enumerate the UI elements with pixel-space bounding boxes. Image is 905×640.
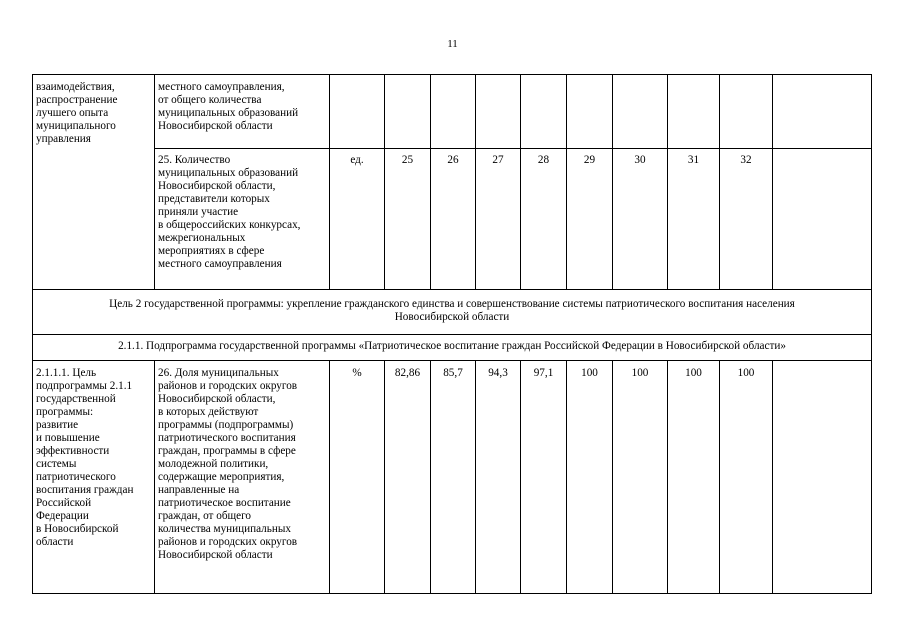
- row-divider: [32, 334, 872, 335]
- row-divider: [32, 289, 872, 290]
- col-divider: [430, 74, 431, 289]
- table-border-right: [871, 74, 872, 594]
- subprogram-goal-cell: 2.1.1.1. Цель подпрограммы 2.1.1 государственной программы: развитие и повышение эффективности системы патриотического воспитания граждан Российской Федерации в Новосибирской области: [36, 367, 134, 548]
- indicator-25-unit: ед.: [350, 154, 364, 166]
- indicator-25-value: 25: [401, 154, 414, 166]
- row-divider: [154, 148, 872, 149]
- col-divider: [612, 360, 613, 594]
- indicator-25-value: 32: [740, 154, 752, 166]
- indicator-cell-continued: местного самоуправления, от общего количества муниципальных образований Новосибирской области: [158, 81, 299, 132]
- table-border-bottom: [32, 593, 872, 594]
- goal-cell-continued: взаимодействия, распространение лучшего опыта муниципального управления: [36, 81, 118, 145]
- indicator-26-value: 97,1: [533, 367, 554, 379]
- subprogram-heading: 2.1.1. Подпрограмма государственной программы «Патриотическое воспитание граждан Российской Федерации в Новосибирской области»: [118, 340, 786, 352]
- col-divider: [772, 74, 773, 289]
- indicator-26-name: 26. Доля муниципальных районов и городских округов Новосибирской области, в которых действуют программы (подпрограммы) патриотического воспитания граждан, программы в сфере молодежной политики, содержащие мероприятия, направленные на патриотическое воспитание граждан, от общего количества муниципальных районов и городских округов Новосибирской области: [158, 367, 298, 561]
- indicator-25-value: 26: [447, 154, 459, 166]
- col-divider: [329, 74, 330, 289]
- col-divider: [667, 74, 668, 289]
- col-divider: [384, 360, 385, 594]
- col-divider: [475, 360, 476, 594]
- indicator-25-value: 29: [583, 154, 596, 166]
- indicator-25-value: 27: [492, 154, 504, 166]
- indicator-26-value: 82,86: [394, 367, 421, 379]
- col-divider: [719, 74, 720, 289]
- indicator-25-value: 28: [537, 154, 550, 166]
- col-divider: [430, 360, 431, 594]
- indicator-25-name: 25. Количество муниципальных образований Новосибирской области, представители которых приняли участие в общероссийских конкурсах, межрегиональных мероприятиях в сфере местного самоуправления: [158, 154, 301, 270]
- goal-2-heading: Цель 2 государственной программы: укрепление гражданского единства и совершенствование системы патриотического воспитания населения Новосибирской области: [109, 298, 795, 323]
- indicator-26-value: 94,3: [488, 367, 508, 379]
- col-divider: [384, 74, 385, 289]
- indicator-26-value: 100: [685, 367, 702, 379]
- table-border-top: [32, 74, 872, 75]
- col-divider: [772, 360, 773, 594]
- col-divider: [154, 360, 155, 594]
- indicator-25-value: 30: [634, 154, 646, 166]
- page-number: 11: [447, 38, 458, 50]
- col-divider: [719, 360, 720, 594]
- indicator-25-value: 31: [687, 154, 700, 166]
- col-divider: [566, 74, 567, 289]
- col-divider: [612, 74, 613, 289]
- col-divider: [520, 74, 521, 289]
- col-divider: [475, 74, 476, 289]
- indicator-26-value: 100: [631, 367, 649, 379]
- indicator-26-unit: %: [352, 367, 362, 379]
- table-border-left: [32, 74, 33, 594]
- col-divider: [667, 360, 668, 594]
- indicator-26-value: 100: [581, 367, 598, 379]
- indicator-table: [32, 74, 872, 594]
- indicator-26-value: 85,7: [443, 367, 463, 379]
- col-divider: [520, 360, 521, 594]
- row-divider: [32, 360, 872, 361]
- indicator-26-value: 100: [737, 367, 755, 379]
- col-divider: [154, 74, 155, 289]
- col-divider: [329, 360, 330, 594]
- col-divider: [566, 360, 567, 594]
